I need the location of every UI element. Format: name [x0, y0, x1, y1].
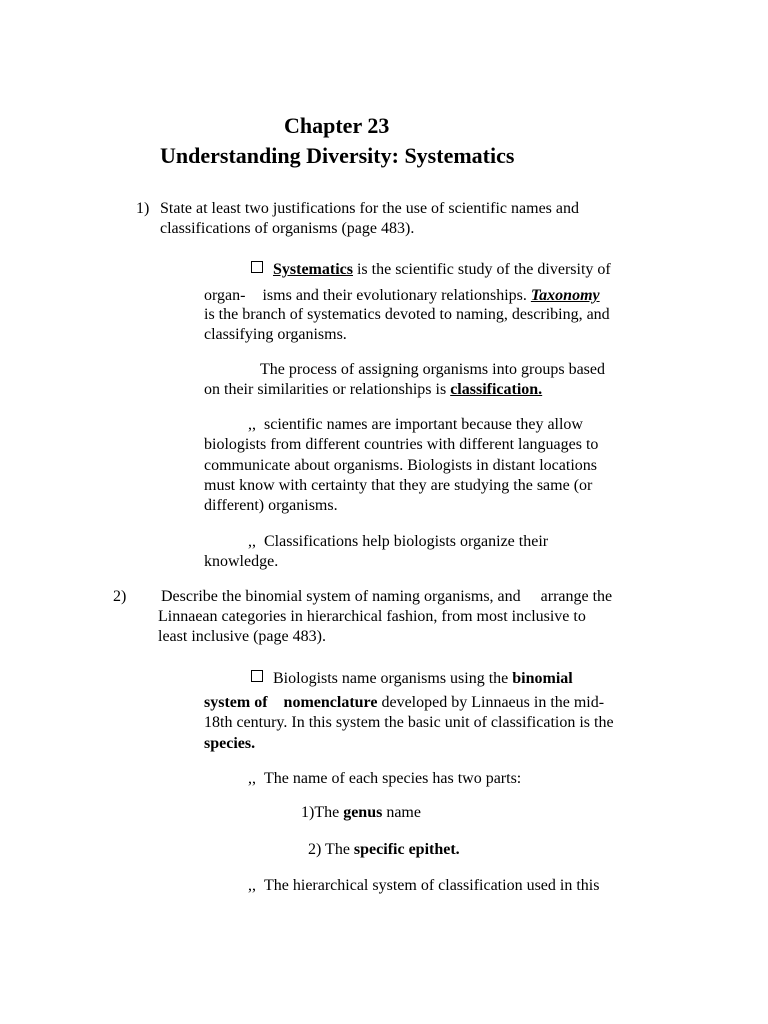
part-1-pre: 1)The — [301, 804, 344, 821]
binomial-line-1 — [251, 669, 573, 689]
species-name-line — [248, 769, 521, 789]
question-2-line-3: least inclusive (page 483). — [158, 628, 326, 645]
part-2-pre: 2) The — [308, 841, 354, 858]
systematics-term: Systematics — [273, 261, 353, 278]
binomial-line-2-text: developed by Linnaeus in the mid- — [377, 694, 605, 711]
process-line-2 — [204, 380, 542, 400]
chapter-title: Understanding Diversity: Systematics — [160, 143, 515, 168]
scientific-line-2: biologists from different countries with different languages to — [204, 436, 599, 453]
taxonomy-term: Taxonomy — [530, 287, 600, 304]
checkbox-square-icon — [251, 261, 263, 273]
scientific-line-1 — [248, 415, 583, 435]
binomial-line-4 — [204, 734, 255, 754]
scientific-line-5: different) organisms. — [204, 497, 338, 514]
chapter-heading: Chapter 23 — [284, 113, 390, 138]
systematics-line-2 — [204, 286, 600, 306]
scientific-line-3: communicate about organisms. Biologists in distant locations — [204, 457, 597, 474]
question-1-line-2: classifications of organisms (page 483). — [160, 220, 415, 237]
systematics-line-3: is the branch of systematics devoted to naming, describing, and — [204, 306, 610, 323]
bullet-mark: ,, — [248, 770, 256, 787]
systematics-line-2-b: isms and their evolutionary relationships. — [262, 287, 527, 304]
question-2-line-1 — [161, 587, 612, 607]
bullet-mark: ,, — [248, 877, 256, 894]
bullet-mark: ,, — [248, 416, 256, 433]
binomial-line-3: 18th century. In this system the basic unit of classification is the — [204, 714, 614, 731]
binomial-line-2 — [204, 693, 604, 713]
scientific-line-4: must know with certainty that they are studying the same (or — [204, 477, 593, 494]
scientific-line-1-text: scientific names are important because they allow — [264, 416, 583, 433]
nomenclature-term: nomenclature — [283, 694, 378, 711]
systematics-line-2-a: organ- — [204, 287, 246, 304]
question-2-line-1-b: arrange the — [540, 588, 613, 605]
question-2-line-1-a: Describe the binomial system of naming organisms, and — [161, 588, 521, 605]
hierarchical-text: The hierarchical system of classification used in this — [264, 877, 600, 894]
binomial-term: binomial — [512, 670, 573, 687]
checkbox-square-icon — [251, 670, 263, 682]
classif-help-line-1 — [248, 532, 548, 552]
species-term: species. — [204, 735, 256, 752]
process-line-2-text: on their similarities or relationships is — [204, 381, 451, 398]
specific-epithet-term: specific epithet. — [353, 841, 460, 858]
question-1-line-1: State at least two justifications for the use of scientific names and — [160, 200, 579, 217]
binomial-line-1-text: Biologists name organisms using the — [273, 670, 513, 687]
hierarchical-line — [248, 876, 599, 896]
process-line-1: The process of assigning organisms into groups based — [260, 361, 605, 378]
part-2-line — [308, 840, 460, 860]
species-name-text: The name of each species has two parts: — [264, 770, 522, 787]
question-2-number: 2) — [113, 588, 127, 605]
systematics-line-4: classifying organisms. — [204, 326, 347, 343]
classif-help-line-2: knowledge. — [204, 553, 279, 570]
systematics-line-1 — [251, 260, 611, 280]
genus-term: genus — [343, 804, 383, 821]
part-1-post: name — [382, 804, 421, 821]
part-1-line — [301, 803, 421, 823]
question-2-line-2: Linnaean categories in hierarchical fashion, from most inclusive to — [158, 608, 586, 625]
question-1-number: 1) — [136, 200, 150, 217]
systematics-line-1-text: is the scientific study of the diversity of — [352, 261, 611, 278]
bullet-mark: ,, — [248, 533, 256, 550]
classif-help-line-1-text: Classifications help biologists organize their — [264, 533, 549, 550]
system-of-term: system of — [204, 694, 268, 711]
classification-term: classification. — [450, 381, 543, 398]
